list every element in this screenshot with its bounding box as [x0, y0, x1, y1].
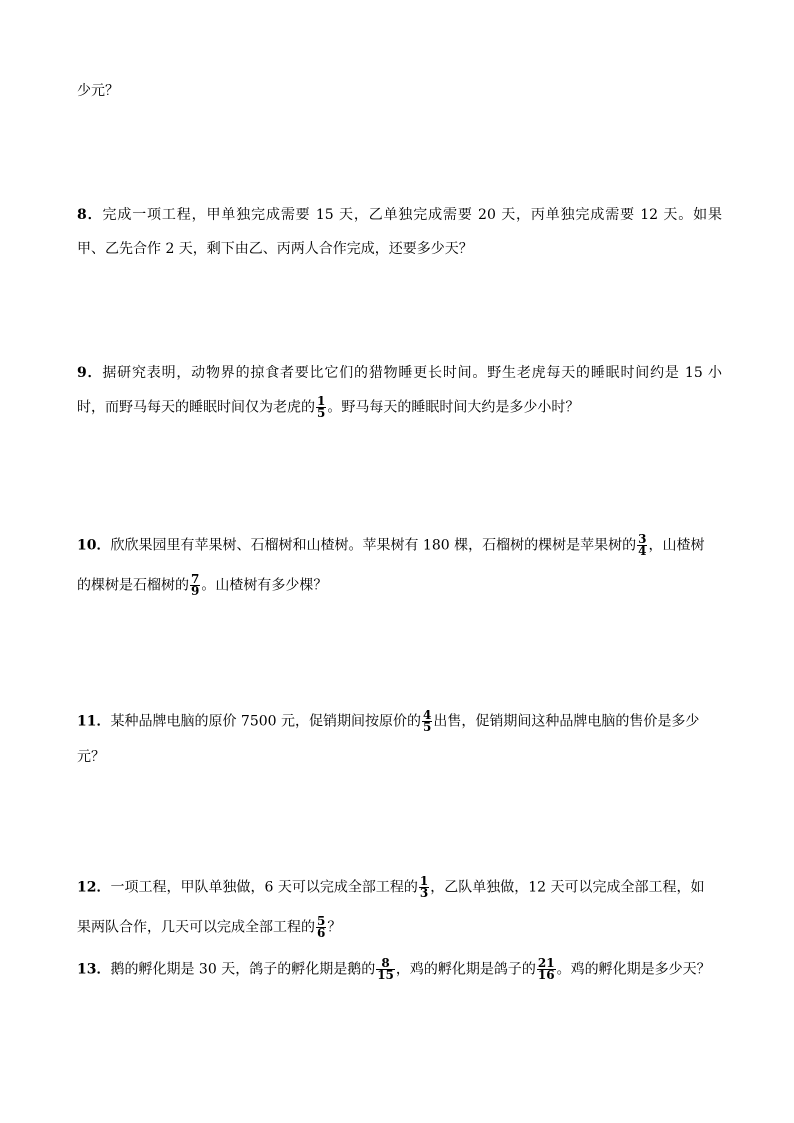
question-13-question: 。鸡的孵化期是多少天？ [556, 961, 711, 978]
question-11-text-tail: 出售，促销期间这种品牌电脑的售价是多少 [433, 713, 700, 730]
question-8-line-2 [77, 238, 722, 260]
question-11-text-cont: 元？ [77, 749, 105, 765]
question-12-line-2 [77, 916, 722, 939]
question-10-text-cont: 的棵树是石榴树的 [77, 577, 189, 594]
question-8-number: 8． [77, 207, 103, 223]
question-12-number: 12． [77, 879, 111, 896]
question-10-question: 。山楂树有多少棵？ [201, 577, 328, 594]
question-12-text-tail: ，乙队单独做，12 天可以完成全部工程，如 [430, 879, 705, 896]
question-9-text-cont: 时，而野马每天的睡眠时间仅为老虎的 [77, 399, 315, 416]
question-10-number: 10． [77, 537, 111, 554]
question-13-text-mid: ，鸡的孵化期是鸽子的 [395, 961, 536, 978]
previous-question-continuation [77, 80, 722, 102]
question-10-line-2 [77, 574, 722, 597]
question-13-text: 鹅的孵化期是 30 天，鸽子的孵化期是鹅的 [110, 961, 376, 978]
question-9-line-1 [77, 362, 722, 384]
fraction-seven-ninths: $\frac{7}{9}$ [191, 572, 200, 598]
question-8-line-1 [77, 204, 722, 226]
question-9-number: 9． [77, 365, 103, 381]
question-11-line-1 [77, 710, 722, 733]
question-9-line-2 [77, 396, 722, 419]
fraction-four-fifths: $\frac{4}{5}$ [423, 708, 432, 734]
question-11-number: 11． [77, 713, 111, 730]
fraction-one-fifth: $\frac{1}{5}$ [317, 394, 326, 420]
question-10-text-tail: ，山楂树 [648, 537, 705, 554]
question-9-text: 据研究表明，动物界的掠食者要比它们的猎物睡更长时间。野生老虎每天的睡眠时间约是 15 小 [102, 365, 722, 381]
fraction-one-third: $\frac{1}{3}$ [419, 874, 429, 900]
question-12-text: 一项工程，甲队单独做，6 天可以完成全部工程的 [110, 879, 418, 896]
question-8-text-cont: 甲、乙先合作 2 天，剩下由乙、丙两人合作完成，还要多少天？ [77, 241, 473, 257]
question-12-question: ？ [327, 919, 342, 936]
fraction-eight-fifteenths: $\frac{8}{15}$ [377, 956, 394, 982]
question-11-line-2 [77, 746, 722, 768]
question-12-line-1 [77, 876, 722, 899]
question-13-line-1 [77, 958, 722, 981]
question-8-text: 完成一项工程，甲单独完成需要 15 天，乙单独完成需要 20 天，丙单独完成需要 12 天。如果 [102, 207, 722, 223]
fraction-twentyone-sixteenths: $\frac{21}{16}$ [537, 956, 555, 982]
question-10-text: 欣欣果园里有苹果树、石榴树和山楂树。苹果树有 180 棵，石榴树的棵树是苹果树的 [110, 537, 637, 554]
question-12-text-cont: 果两队合作，几天可以完成全部工程的 [77, 919, 315, 936]
question-11-text: 某种品牌电脑的原价 7500 元，促销期间按原价的 [110, 713, 422, 730]
question-13-number: 13． [77, 961, 111, 978]
question-9-question: 。野马每天的睡眠时间大约是多少小时？ [327, 399, 580, 416]
fraction-five-sixths: $\frac{5}{6}$ [317, 914, 326, 940]
question-10-line-1 [77, 534, 722, 557]
continuation-text: 少元？ [77, 83, 119, 99]
fraction-three-quarters: $\frac{3}{4}$ [638, 532, 647, 558]
